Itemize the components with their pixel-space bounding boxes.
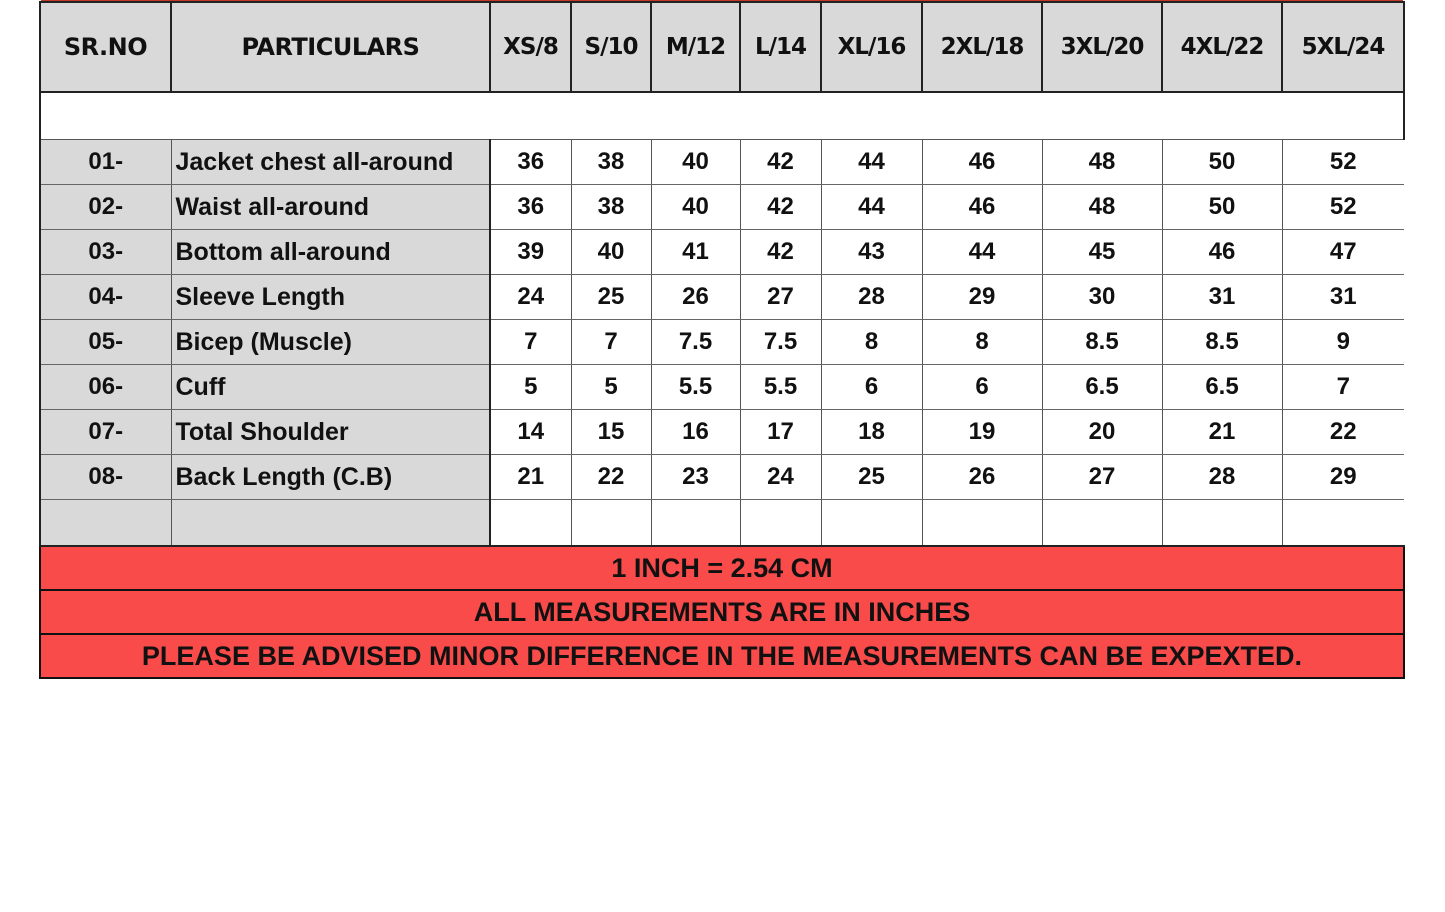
- empty-cell: [171, 500, 490, 547]
- row-size-value: 22: [571, 455, 651, 500]
- row-size-value: 7: [571, 320, 651, 365]
- header-sr-no: SR.NO: [40, 2, 171, 92]
- row-size-value: 26: [651, 275, 740, 320]
- header-size: 2XL/18: [922, 2, 1042, 92]
- row-size-value: 14: [490, 410, 571, 455]
- row-size-value: 23: [651, 455, 740, 500]
- row-size-value: 44: [821, 140, 922, 185]
- header-size: L/14: [740, 2, 821, 92]
- row-size-value: 27: [1042, 455, 1162, 500]
- row-sr-no: 04-: [40, 275, 171, 320]
- row-size-value: 25: [571, 275, 651, 320]
- table-row: [40, 410, 1404, 455]
- row-size-value: 21: [1162, 410, 1282, 455]
- row-size-value: 6.5: [1162, 365, 1282, 410]
- empty-cell: [1042, 500, 1162, 547]
- row-size-value: 25: [821, 455, 922, 500]
- row-sr-no: 08-: [40, 455, 171, 500]
- row-size-value: 36: [490, 140, 571, 185]
- row-size-value: 40: [651, 140, 740, 185]
- row-size-value: 7: [490, 320, 571, 365]
- row-sr-no: 03-: [40, 230, 171, 275]
- spacer-row: [40, 92, 1404, 140]
- row-size-value: 41: [651, 230, 740, 275]
- header-particulars: PARTICULARS: [171, 2, 490, 92]
- header-size: S/10: [571, 2, 651, 92]
- row-particular: Jacket chest all-around: [171, 140, 490, 185]
- row-size-value: 42: [740, 230, 821, 275]
- empty-cell: [740, 500, 821, 547]
- header-row: [40, 2, 1404, 92]
- row-particular: Bottom all-around: [171, 230, 490, 275]
- header-size: 4XL/22: [1162, 2, 1282, 92]
- header-size: 3XL/20: [1042, 2, 1162, 92]
- row-size-value: 8: [821, 320, 922, 365]
- row-size-value: 28: [1162, 455, 1282, 500]
- row-size-value: 15: [571, 410, 651, 455]
- empty-cell: [1282, 500, 1404, 547]
- row-size-value: 31: [1162, 275, 1282, 320]
- table-row: [40, 320, 1404, 365]
- row-size-value: 9: [1282, 320, 1404, 365]
- row-size-value: 39: [490, 230, 571, 275]
- row-particular: Cuff: [171, 365, 490, 410]
- header-size: XS/8: [490, 2, 571, 92]
- row-size-value: 7.5: [651, 320, 740, 365]
- row-size-value: 18: [821, 410, 922, 455]
- empty-row: [40, 500, 1404, 547]
- row-size-value: 6: [922, 365, 1042, 410]
- row-size-value: 5.5: [651, 365, 740, 410]
- empty-cell: [490, 500, 571, 547]
- row-size-value: 48: [1042, 140, 1162, 185]
- row-sr-no: 02-: [40, 185, 171, 230]
- size-chart-table: [39, 1, 1405, 679]
- row-size-value: 21: [490, 455, 571, 500]
- row-size-value: 5.5: [740, 365, 821, 410]
- row-size-value: 7.5: [740, 320, 821, 365]
- row-particular: Total Shoulder: [171, 410, 490, 455]
- row-sr-no: 07-: [40, 410, 171, 455]
- row-size-value: 40: [651, 185, 740, 230]
- row-size-value: 52: [1282, 140, 1404, 185]
- empty-cell: [571, 500, 651, 547]
- row-size-value: 19: [922, 410, 1042, 455]
- row-size-value: 43: [821, 230, 922, 275]
- note-text: 1 INCH = 2.54 CM: [40, 546, 1404, 590]
- row-sr-no: 06-: [40, 365, 171, 410]
- empty-cell: [821, 500, 922, 547]
- row-particular: Sleeve Length: [171, 275, 490, 320]
- row-size-value: 47: [1282, 230, 1404, 275]
- empty-cell: [40, 500, 171, 547]
- row-size-value: 40: [571, 230, 651, 275]
- empty-cell: [1162, 500, 1282, 547]
- table-row: [40, 455, 1404, 500]
- row-size-value: 46: [1162, 230, 1282, 275]
- row-size-value: 6.5: [1042, 365, 1162, 410]
- row-size-value: 8: [922, 320, 1042, 365]
- row-particular: Waist all-around: [171, 185, 490, 230]
- table-row: [40, 275, 1404, 320]
- row-size-value: 52: [1282, 185, 1404, 230]
- row-size-value: 50: [1162, 140, 1282, 185]
- row-size-value: 28: [821, 275, 922, 320]
- row-size-value: 36: [490, 185, 571, 230]
- row-size-value: 8.5: [1042, 320, 1162, 365]
- row-size-value: 5: [490, 365, 571, 410]
- row-size-value: 46: [922, 185, 1042, 230]
- row-size-value: 26: [922, 455, 1042, 500]
- row-particular: Back Length (C.B): [171, 455, 490, 500]
- row-sr-no: 01-: [40, 140, 171, 185]
- header-size: XL/16: [821, 2, 922, 92]
- row-size-value: 29: [1282, 455, 1404, 500]
- row-size-value: 42: [740, 185, 821, 230]
- size-chart: [39, 1, 1403, 679]
- row-size-value: 38: [571, 140, 651, 185]
- row-size-value: 16: [651, 410, 740, 455]
- row-size-value: 46: [922, 140, 1042, 185]
- note-text: ALL MEASUREMENTS ARE IN INCHES: [40, 590, 1404, 634]
- row-size-value: 20: [1042, 410, 1162, 455]
- table-row: [40, 365, 1404, 410]
- note-row: [40, 634, 1404, 678]
- row-size-value: 24: [740, 455, 821, 500]
- row-size-value: 44: [922, 230, 1042, 275]
- table-row: [40, 185, 1404, 230]
- empty-cell: [651, 500, 740, 547]
- row-size-value: 8.5: [1162, 320, 1282, 365]
- header-size: M/12: [651, 2, 740, 92]
- row-size-value: 31: [1282, 275, 1404, 320]
- row-size-value: 45: [1042, 230, 1162, 275]
- note-row: [40, 546, 1404, 590]
- row-size-value: 24: [490, 275, 571, 320]
- row-size-value: 27: [740, 275, 821, 320]
- row-size-value: 29: [922, 275, 1042, 320]
- row-particular: Bicep (Muscle): [171, 320, 490, 365]
- row-size-value: 30: [1042, 275, 1162, 320]
- row-size-value: 5: [571, 365, 651, 410]
- row-sr-no: 05-: [40, 320, 171, 365]
- row-size-value: 7: [1282, 365, 1404, 410]
- row-size-value: 22: [1282, 410, 1404, 455]
- note-row: [40, 590, 1404, 634]
- row-size-value: 6: [821, 365, 922, 410]
- table-row: [40, 140, 1404, 185]
- row-size-value: 17: [740, 410, 821, 455]
- table-row: [40, 230, 1404, 275]
- row-size-value: 48: [1042, 185, 1162, 230]
- note-text: PLEASE BE ADVISED MINOR DIFFERENCE IN THE MEASUREMENTS CAN BE EXPEXTED.: [40, 634, 1404, 678]
- row-size-value: 44: [821, 185, 922, 230]
- header-size: 5XL/24: [1282, 2, 1404, 92]
- spacer-cell: [40, 92, 1404, 140]
- empty-cell: [922, 500, 1042, 547]
- row-size-value: 38: [571, 185, 651, 230]
- row-size-value: 50: [1162, 185, 1282, 230]
- row-size-value: 42: [740, 140, 821, 185]
